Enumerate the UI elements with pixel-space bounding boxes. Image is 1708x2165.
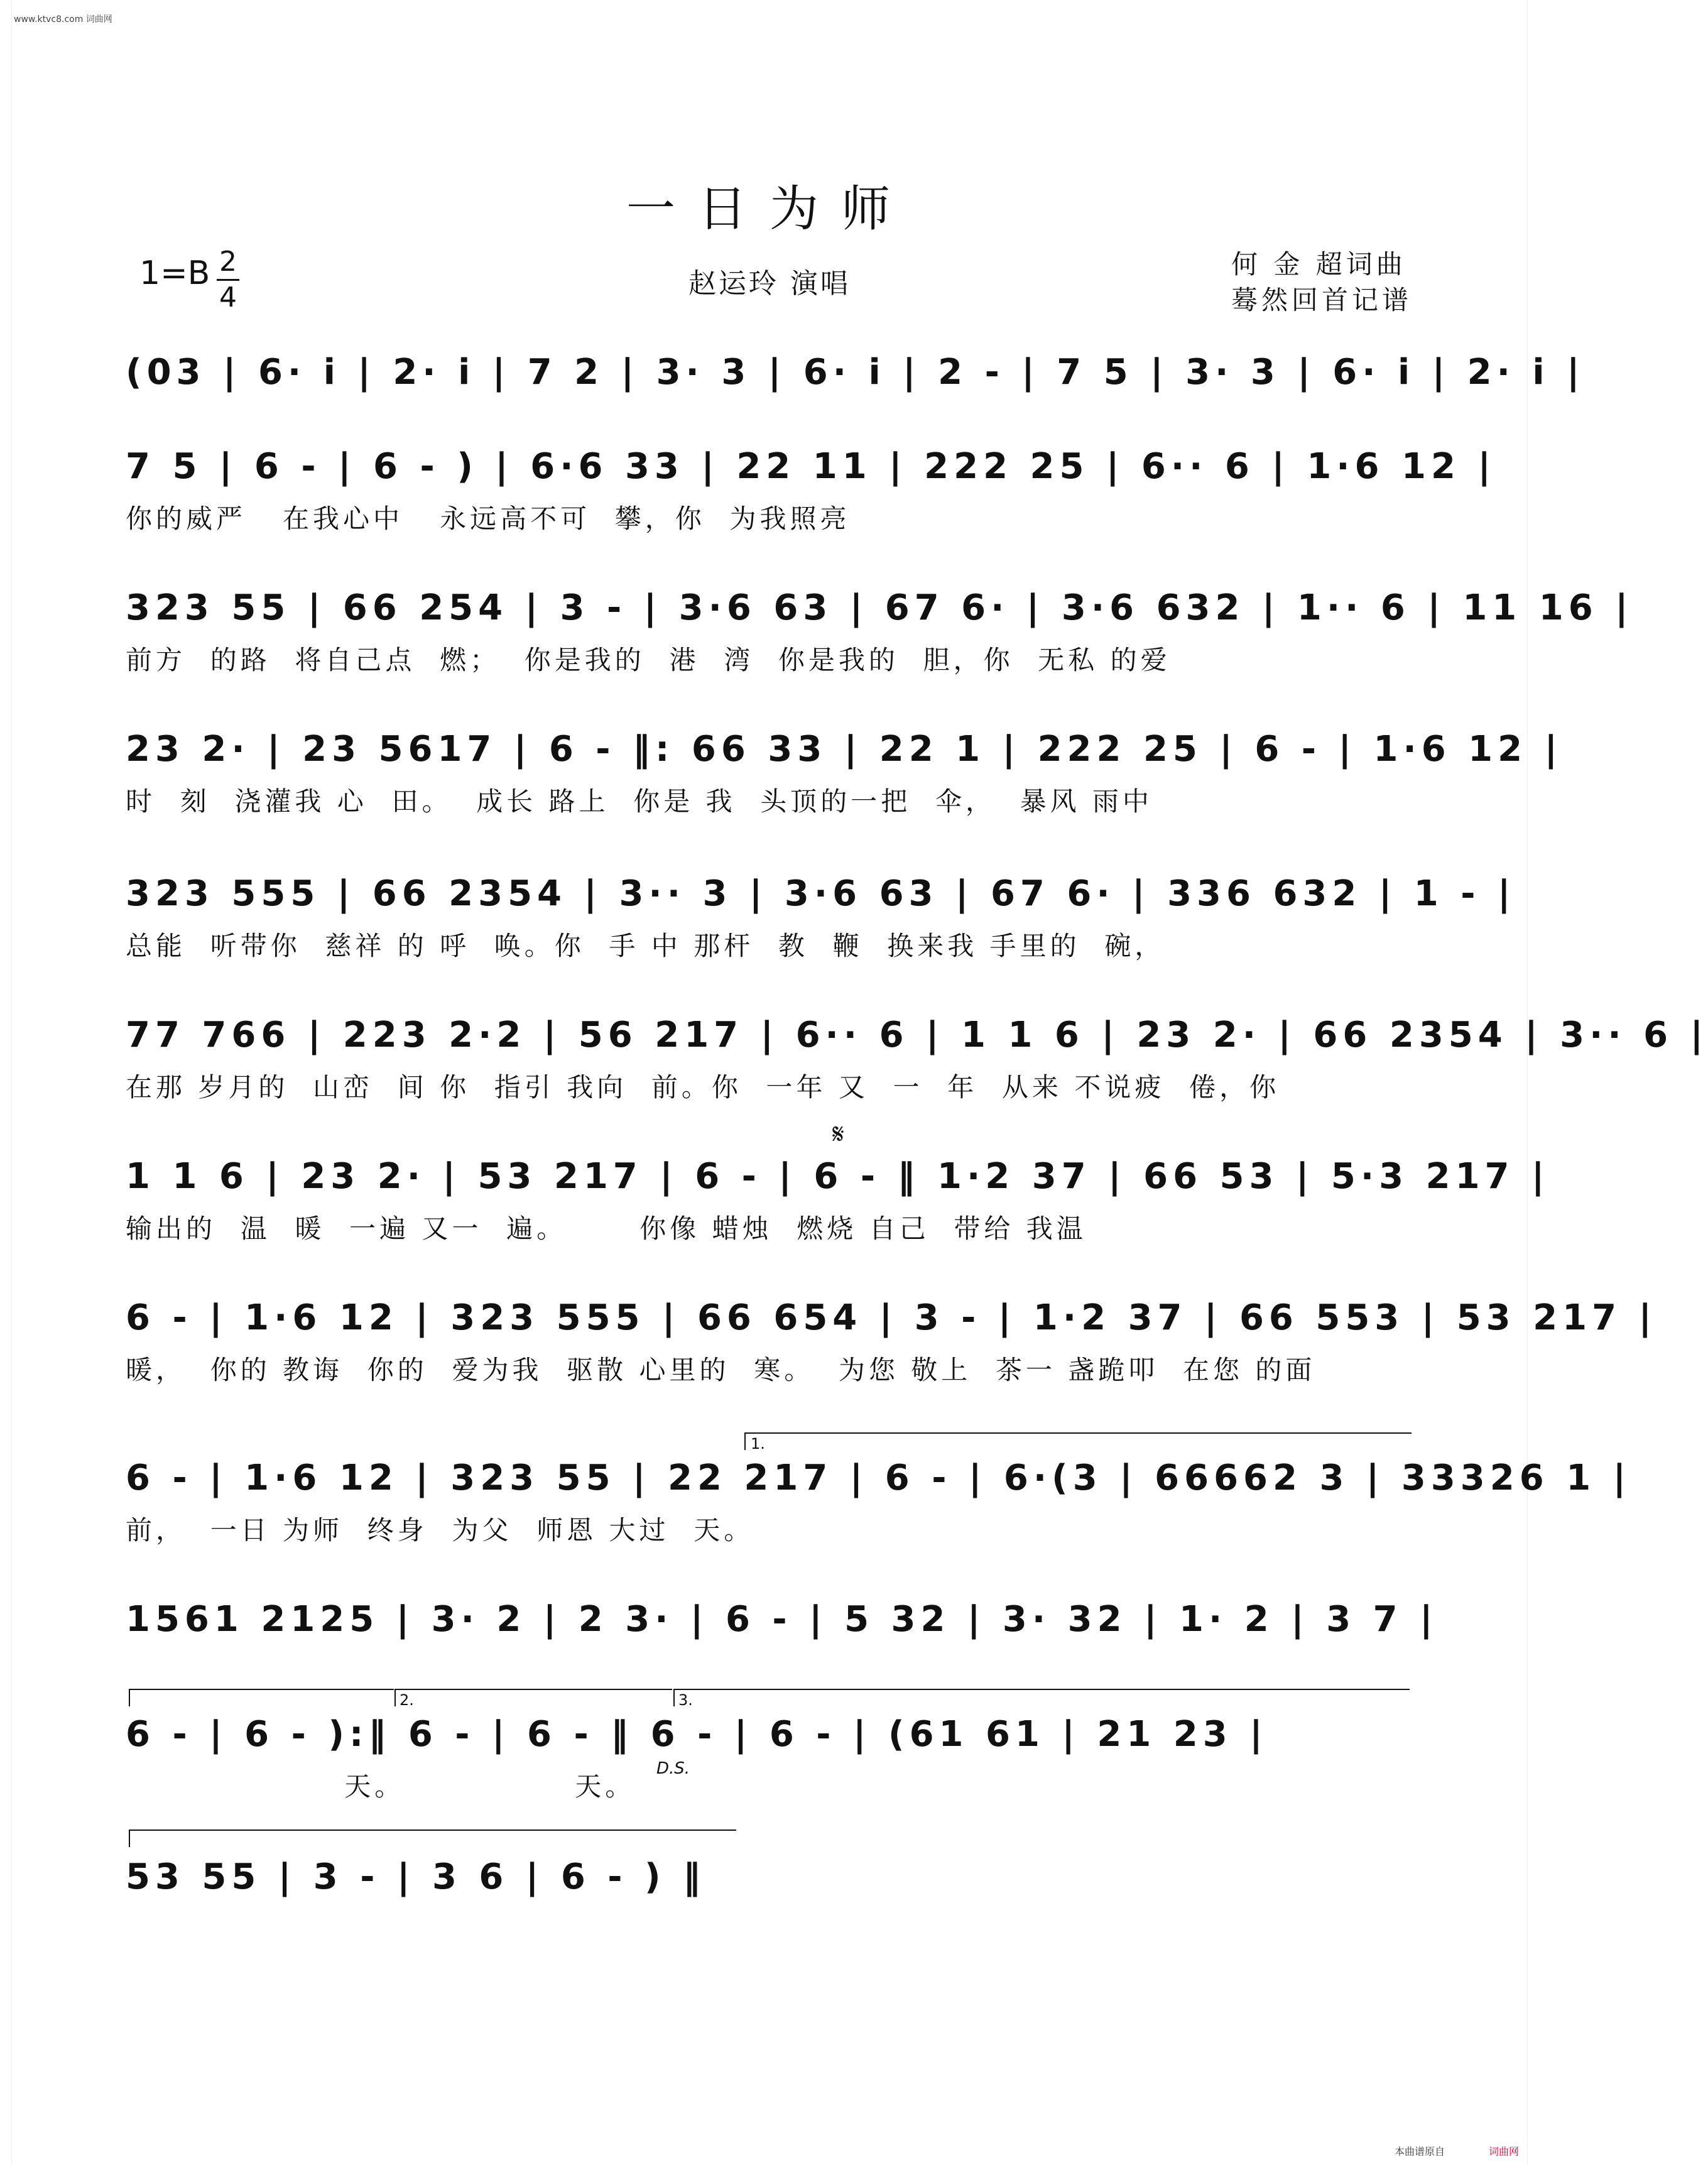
volta-bracket-1 <box>744 1432 1412 1450</box>
lyrics: 在那 岁月的 山峦 间 你 指引 我向 前。你 一年 又 一 年 从来 不说疲 倦，你 <box>126 1072 1280 1103</box>
notation: 323 55 | 66 254 | 3 - | 3·6 63 | 67 6· | 3·6 632 | 1·· 6 | 11 16 | <box>126 587 1633 628</box>
lyrics: 你的威严 在我心中 永远高不可 攀，你 为我照亮 <box>126 503 851 534</box>
score-line-1 <box>126 352 1585 404</box>
volta-bracket-3 <box>673 1689 1410 1706</box>
volta-bracket-2 <box>394 1689 672 1706</box>
score-line-10 <box>126 1599 1438 1651</box>
singer-credit: 赵运玲 演唱 <box>688 268 851 300</box>
score-line-4 <box>126 729 1563 819</box>
volta-label-3: 3. <box>678 1691 693 1709</box>
lyrics: 时 刻 浇灌我 心 田。 成长 路上 你是 我 头顶的一把 伞， 暴风 雨中 <box>126 786 1153 817</box>
notation: 23 2· | 23 5617 | 6 - ‖: 66 33 | 22 1 | 222 25 | 6 - | 1·6 12 | <box>126 729 1563 770</box>
site-url: www.ktvc8.com 词曲网 <box>14 14 112 25</box>
lyrics: 暖， 你的 教诲 你的 爱为我 驱散 心里的 寒。 为您 敬上 茶一 盏跪叩 在您 的面 <box>126 1355 1316 1385</box>
time-sig-bottom: 4 <box>219 281 237 314</box>
notation: 1 1 6 | 23 2· | 53 217 | 6 - | 6 - ‖ 1·2 37 | 66 53 | 5·3 217 | <box>126 1156 1550 1197</box>
volta-label-1: 1. <box>751 1435 765 1453</box>
song-title: 一日为师 <box>626 181 913 237</box>
notation: 6 - | 1·6 12 | 323 555 | 66 654 | 3 - | 1·2 37 | 66 553 | 53 217 | <box>126 1297 1656 1338</box>
footer-site-logo: 词曲网 <box>1489 2146 1520 2157</box>
lyrics: 输出的 温 暖 一遍 又一 遍。 你像 蜡烛 燃烧 自己 带给 我温 <box>126 1213 1087 1244</box>
segno-sign: 𝄋 <box>832 1118 844 1150</box>
score-line-3 <box>126 587 1633 677</box>
volta-label-2: 2. <box>400 1691 414 1709</box>
notation: (03 | 6· i | 2· i | 7 2 | 3· 3 | 6· i | 2 - | 7 5 | 3· 3 | 6· i | 2· i | <box>126 352 1585 393</box>
notation: 77 766 | 223 2·2 | 56 217 | 6·· 6 | 1 1 6 | 23 2· | 66 2354 | 3·· 6 | <box>126 1015 1708 1055</box>
transcriber-credit: 蓦然回首记谱 <box>1231 285 1413 315</box>
score-line-5 <box>126 873 1516 963</box>
score-line-8 <box>126 1297 1656 1387</box>
left-margin-strip <box>0 0 12 2165</box>
notation: 53 55 | 3 - | 3 6 | 6 - ) ‖ <box>126 1857 706 1897</box>
notation: 7 5 | 6 - | 6 - ) | 6·6 33 | 22 11 | 222 25 | 6·· 6 | 1·6 12 | <box>126 446 1496 487</box>
notation: 6 - | 6 - ):‖ 6 - | 6 - ‖ 6 - | 6 - | (61 61 | 21 23 | <box>126 1714 1268 1755</box>
volta-bracket-3-cont <box>129 1830 736 1847</box>
score-line-6 <box>126 1015 1708 1104</box>
score-line-7 <box>126 1156 1550 1246</box>
composer-credit: 何 金 超词曲 <box>1231 249 1406 280</box>
lyrics: 天。 天。 <box>126 1771 636 1802</box>
lyrics: 前， 一日 为师 终身 为父 师恩 大过 天。 <box>126 1515 754 1546</box>
notation: 1561 2125 | 3· 2 | 2 3· | 6 - | 5 32 | 3· 32 | 1· 2 | 3 7 | <box>126 1599 1438 1640</box>
lyrics: 总能 听带你 慈祥 的 呼 唤。你 手 中 那杆 教 鞭 换来我 手里的 碗， <box>126 930 1165 961</box>
score-line-12 <box>126 1857 1420 1909</box>
volta-bracket-1-cont <box>129 1689 394 1706</box>
score-line-9 <box>126 1458 1631 1547</box>
time-sig-top: 2 <box>217 245 239 281</box>
score-line-11 <box>126 1714 1420 1804</box>
right-margin-strip <box>1527 0 1539 2165</box>
footer-source-label: 本曲谱原自 <box>1395 2146 1445 2157</box>
lyrics: 前方 的路 将自己点 燃； 你是我的 港 湾 你是我的 胆，你 无私 的爱 <box>126 645 1171 675</box>
key-signature: 1=B <box>139 254 210 292</box>
notation: 6 - | 1·6 12 | 323 55 | 22 217 | 6 - | 6·(3 | 66662 3 | 33326 1 | <box>126 1458 1631 1498</box>
score-line-2 <box>126 446 1496 536</box>
notation: 323 555 | 66 2354 | 3·· 3 | 3·6 63 | 67 6· | 336 632 | 1 - | <box>126 873 1516 914</box>
ds-marking: D.S. <box>656 1759 690 1778</box>
